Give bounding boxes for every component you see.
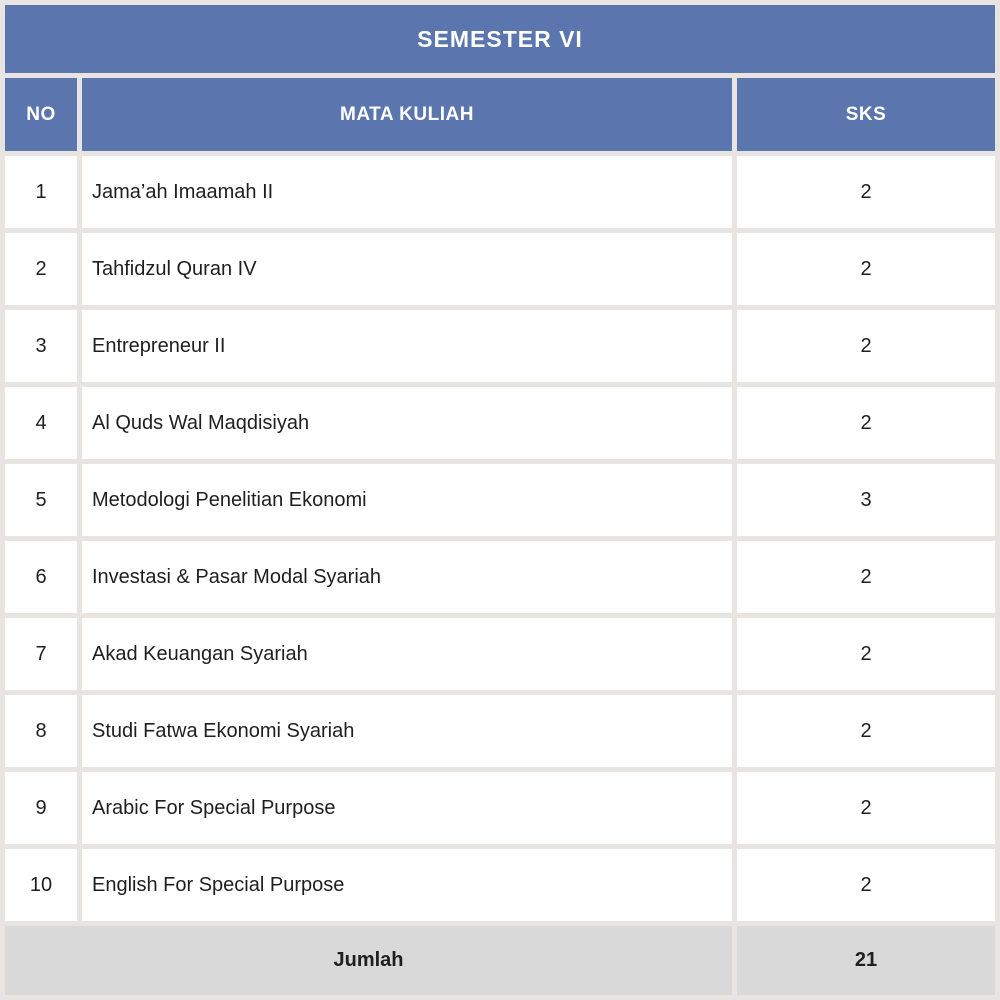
table-row bbox=[5, 618, 995, 690]
table-row bbox=[5, 849, 995, 921]
row-number-cell: 10 bbox=[5, 849, 77, 921]
sks-value-cell: 2 bbox=[737, 387, 995, 459]
table-row bbox=[5, 695, 995, 767]
sks-value-cell: 3 bbox=[737, 464, 995, 536]
table-row bbox=[5, 772, 995, 844]
course-name-cell: Akad Keuangan Syariah bbox=[82, 618, 732, 690]
course-name-cell: Al Quds Wal Maqdisiyah bbox=[82, 387, 732, 459]
table-row bbox=[5, 541, 995, 613]
total-label-cell: Jumlah bbox=[5, 926, 732, 995]
course-name-cell: Investasi & Pasar Modal Syariah bbox=[82, 541, 732, 613]
row-number-cell: 9 bbox=[5, 772, 77, 844]
column-header-mata-kuliah: MATA KULIAH bbox=[82, 78, 732, 151]
course-name-cell: Arabic For Special Purpose bbox=[82, 772, 732, 844]
column-header-sks: SKS bbox=[737, 78, 995, 151]
table-row bbox=[5, 233, 995, 305]
course-name-cell: Tahfidzul Quran IV bbox=[82, 233, 732, 305]
total-value-cell: 21 bbox=[737, 926, 995, 995]
sks-value-cell: 2 bbox=[737, 849, 995, 921]
sks-value-cell: 2 bbox=[737, 541, 995, 613]
row-number-cell: 1 bbox=[5, 156, 77, 228]
sks-value-cell: 2 bbox=[737, 233, 995, 305]
table-row bbox=[5, 464, 995, 536]
course-name-cell: Jama’ah Imaamah II bbox=[82, 156, 732, 228]
table-title: SEMESTER VI bbox=[5, 5, 995, 73]
row-number-cell: 5 bbox=[5, 464, 77, 536]
row-number-cell: 4 bbox=[5, 387, 77, 459]
total-row bbox=[5, 926, 995, 995]
row-number-cell: 6 bbox=[5, 541, 77, 613]
table-row bbox=[5, 156, 995, 228]
course-name-cell: Metodologi Penelitian Ekonomi bbox=[82, 464, 732, 536]
table-row bbox=[5, 387, 995, 459]
table-row bbox=[5, 310, 995, 382]
sks-value-cell: 2 bbox=[737, 618, 995, 690]
sks-value-cell: 2 bbox=[737, 695, 995, 767]
row-number-cell: 7 bbox=[5, 618, 77, 690]
sks-value-cell: 2 bbox=[737, 156, 995, 228]
column-header-no: NO bbox=[5, 78, 77, 151]
course-name-cell: English For Special Purpose bbox=[82, 849, 732, 921]
sks-value-cell: 2 bbox=[737, 772, 995, 844]
sks-value-cell: 2 bbox=[737, 310, 995, 382]
row-number-cell: 3 bbox=[5, 310, 77, 382]
row-number-cell: 8 bbox=[5, 695, 77, 767]
column-header-row bbox=[5, 78, 995, 151]
course-name-cell: Entrepreneur II bbox=[82, 310, 732, 382]
course-name-cell: Studi Fatwa Ekonomi Syariah bbox=[82, 695, 732, 767]
row-number-cell: 2 bbox=[5, 233, 77, 305]
